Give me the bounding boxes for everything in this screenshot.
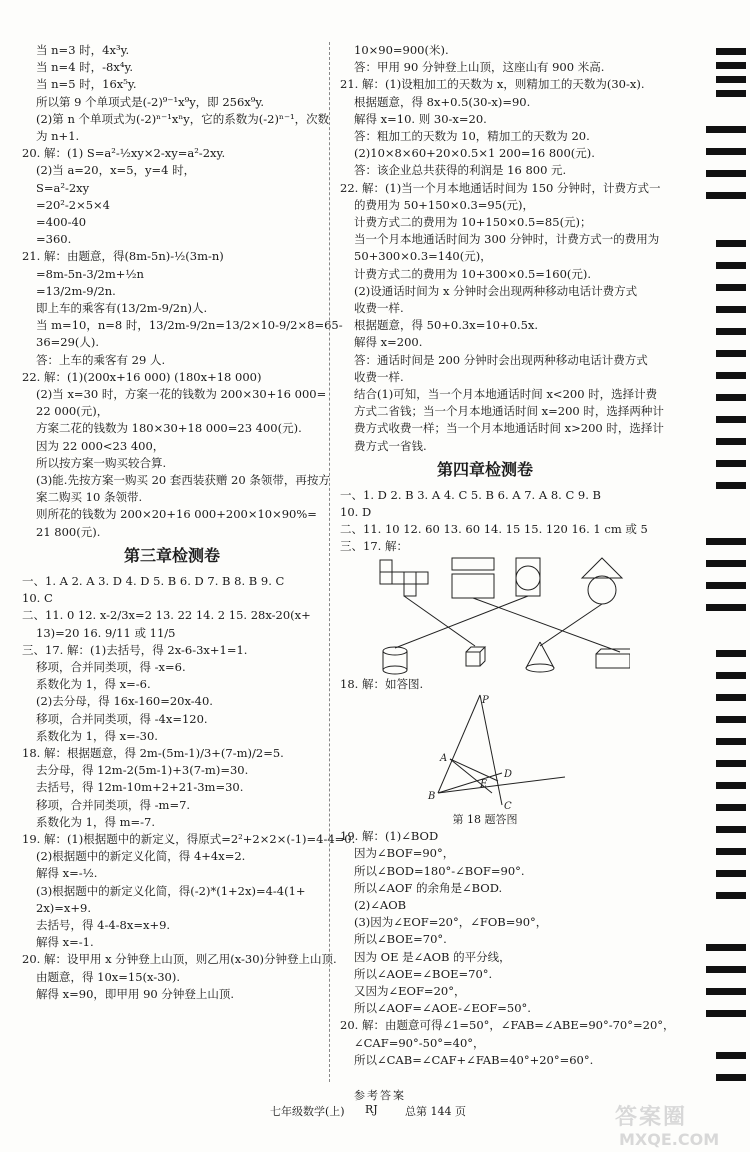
answer-line: 计费方式二的费用为 10+300×0.5=160(元).	[354, 266, 592, 281]
watermark-line1: 答案圈	[615, 1105, 688, 1130]
answer-line: 系数化为 1，得 m=-7.	[36, 814, 156, 829]
answer-line: 当 n=3 时，4x³y.	[36, 43, 130, 57]
answer-line: 当一个月本地通话时间为 300 分钟时，计费方式一的费用为	[354, 232, 660, 247]
answer-line: 方案二花的钱数为 180×30+18 000=23 400(元).	[36, 421, 302, 436]
answer-line: (2)10×8×60+20×0.5×1 200=16 800(元).	[354, 146, 595, 161]
line-bd	[438, 773, 502, 793]
answer-line: 当 n=5 时，16x⁵y.	[36, 77, 137, 92]
q18-geometry-figure	[340, 693, 630, 811]
answer-line: (3)根据题中的新定义化简，得(-2)*(1+2x)=4-4(1+	[36, 883, 306, 898]
answer-line: 又因为∠EOF=20°，	[354, 983, 466, 998]
chapter3-title: 第三章检测卷	[123, 545, 220, 565]
footer-label: 参考答案	[354, 1089, 406, 1102]
cone-solid	[526, 642, 554, 672]
answer-line: 系数化为 1，得 x=-6.	[36, 677, 151, 692]
answer-line: 21 800(元).	[36, 524, 101, 539]
answer-line: 因为 OE 是∠AOB 的平分线，	[354, 949, 511, 964]
right-column	[340, 42, 675, 1069]
answer-line: (2)当 a=20，x=5，y=4 时，	[36, 163, 196, 178]
answer-line: 费方式一省钱.	[354, 438, 427, 453]
q17-matching-figure	[340, 556, 630, 676]
answer-line: 10×90=900(米).	[354, 43, 449, 57]
matching-lines	[395, 596, 620, 652]
chapter4-answer-lines	[340, 487, 648, 556]
answer-line: 解得 x=200.	[354, 335, 423, 350]
answer-line: 21. 解：(1)设粗加工的天数为 x，则精加工的天数为(30-x).	[340, 77, 645, 92]
point-p-label: P	[482, 694, 489, 706]
answer-line: 21. 解：由题意，得(8m-5n)-½(3m-n)	[22, 249, 224, 264]
answer-line: 50+300×0.3=140(元)，	[354, 249, 492, 264]
answer-line: =20²-2×5×4	[36, 197, 110, 212]
answer-line: 三、17. 解：	[340, 539, 408, 554]
answer-line: 案二购买 10 条领带.	[36, 490, 143, 505]
cube-solid	[466, 647, 485, 666]
q17-figure-svg	[340, 556, 630, 676]
answer-line: 答：粗加工的天数为 10，精加工的天数为 20.	[354, 129, 590, 144]
answer-line: 2x)=x+9.	[36, 900, 92, 915]
answer-line: 系数化为 1，得 x=-30.	[36, 728, 158, 743]
answer-line: 解得 x=90，即甲用 90 分钟登上山顶.	[36, 986, 235, 1001]
q18-label: 18. 解：如答图.	[340, 676, 424, 691]
answer-line: (3)能.先按方案一购买 20 套西装获赠 20 条领带，再按方	[36, 473, 330, 488]
answer-line: (2)当 x=30 时，方案一花的钱数为 200×30+16 000=	[36, 387, 327, 402]
watermark	[615, 1100, 750, 1150]
answer-line: 答：上车的乘客有 29 人.	[36, 352, 166, 367]
answer-line: 10. D	[340, 505, 372, 520]
answer-line: 36=29(人).	[36, 335, 100, 350]
line-ad	[450, 759, 498, 781]
right-answer-lines	[340, 42, 664, 455]
footer-book: 七年级数学(上)	[270, 1105, 345, 1118]
answer-line: 22. 解：(1)(200x+16 000) (180x+18 000)	[22, 369, 262, 384]
answer-line: 20. 解：设甲用 x 分钟登上山顶，则乙用(x-30)分钟登上山顶.	[22, 952, 337, 967]
answer-line: (3)因为∠EOF=20°，∠FOB=90°，	[354, 915, 548, 930]
answer-line: =8m-5n-3/2m+½n	[36, 266, 144, 281]
answer-line: 一、1. A 2. A 3. D 4. D 5. B 6. D 7. B 8. B 9. C	[22, 573, 285, 588]
answer-line: 移项，合并同类项，得 -x=6.	[36, 659, 186, 674]
answer-line: 去分母，得 12m-2(5m-1)+3(7-m)=30.	[36, 763, 249, 778]
column-divider	[329, 42, 330, 1082]
answer-line: (2)设通话时间为 x 分钟时会出现两种移动电话计费方式	[354, 283, 638, 298]
answer-line: 答：甲用 90 分钟登上山顶，这座山有 900 米高.	[354, 60, 605, 75]
answer-line: 所以∠AOE=∠BOE=70°.	[354, 966, 493, 981]
answer-line: 方式二省钱；当一个月本地通话时间 x=200 时，选择两种计	[354, 404, 664, 419]
answer-line: (2)去分母，得 16x-160=20x-40.	[36, 694, 213, 709]
answer-line: 所以∠AOF 的余角是∠BOD.	[354, 880, 503, 895]
answer-line: 收费一样.	[354, 369, 404, 384]
cuboid-solid	[596, 649, 630, 668]
answer-line: 解得 x=-½.	[36, 866, 98, 881]
registration-marks	[690, 0, 750, 1152]
point-a-label: A	[440, 752, 448, 764]
answer-line: 20. 解：(1) S=a²-½xy×2-xy=a²-2xy.	[22, 146, 226, 161]
answer-line: 结合(1)可知，当一个月本地通话时间 x<200 时，选择计费	[354, 387, 658, 402]
answer-line: 20. 解：由题意可得∠1=50°，∠FAB=∠ABE=90°-70°=20°，	[340, 1018, 675, 1033]
answer-line: 答：通话时间是 200 分钟时会出现两种移动电话计费方式	[354, 352, 648, 367]
line-b-ray	[438, 777, 565, 793]
answer-line: 二、11. 0 12. x-2/3x=2 13. 22 14. 2 15. 28x-20(x+	[22, 608, 311, 623]
answer-line: 当 m=10，n=8 时，13/2m-9/2n=13/2×10-9/2×8=65-	[36, 318, 343, 333]
cylinder-solid	[383, 647, 407, 674]
answer-line: 即上车的乘客有(13/2m-9/2n)人.	[36, 301, 208, 316]
point-b-label: B	[428, 790, 436, 802]
answer-line: 二、11. 10 12. 60 13. 60 14. 15 15. 120 16. 1 cm 或 5	[340, 522, 648, 537]
answer-line: 10. C	[22, 591, 53, 606]
answer-line: 19. 解：(1)∠BOD	[340, 829, 439, 844]
answer-line: 18. 解：根据题意，得 2m-(5m-1)/3+(7-m)/2=5.	[22, 745, 284, 760]
cylinder-views-shape	[516, 558, 540, 596]
answer-line: 所以∠BOD=180°-∠BOF=90°.	[354, 863, 525, 878]
right-bottom-answer-lines	[340, 828, 675, 1069]
answer-line: 当 n=4 时，-8x⁴y.	[36, 60, 134, 75]
q18-figure-caption: 第 18 题答图	[452, 812, 518, 826]
answer-line: 所以按方案一购买较合算.	[36, 455, 167, 470]
answer-line: 19. 解：(1)根据题中的新定义，得原式=2²+2×2×(-1)=4-4=0.	[22, 831, 356, 846]
point-e-label: E	[480, 778, 488, 790]
cone-views-shape	[582, 558, 622, 604]
answer-line: 由题意，得 10x=15(x-30).	[36, 969, 180, 984]
q18-figure-svg	[340, 693, 630, 811]
answer-line: 答：该企业总共获得的利润是 16 800 元.	[354, 163, 567, 178]
answer-line: =360.	[36, 232, 72, 247]
answer-line: 根据题意，得 8x+0.5(30-x)=90.	[354, 94, 531, 109]
chapter3-answer-lines	[22, 573, 356, 1003]
cuboid-views-shape	[452, 558, 494, 598]
point-c-label: C	[504, 800, 512, 811]
answer-line: 收费一样.	[354, 301, 404, 316]
answer-line: 所以∠AOF=∠AOE-∠EOF=50°.	[354, 1001, 531, 1016]
answer-line: 所以∠CAB=∠CAF+∠FAB=40°+20°=60°.	[354, 1052, 594, 1067]
answer-line: 计费方式二的费用为 10+150×0.5=85(元)；	[354, 215, 592, 230]
answer-line: 移项，合并同类项，得 -m=7.	[36, 797, 191, 812]
answer-line: 费方式收费一样；当一个月本地通话时间 x>200 时，选择计	[354, 421, 664, 436]
answer-line: 因为 22 000<23 400，	[36, 438, 165, 453]
cube-net-shape	[380, 560, 428, 596]
answer-line: =13/2m-9/2n.	[36, 283, 116, 298]
chapter4-title: 第四章检测卷	[436, 459, 533, 479]
watermark-line2: MXQE.COM	[619, 1130, 720, 1149]
answer-line: (2)根据题中的新定义化简，得 4+4x=2.	[36, 849, 246, 864]
answer-line: 为 n+1.	[36, 129, 80, 144]
answer-line: 所以∠BOE=70°.	[354, 932, 447, 947]
answer-line: ∠CAF=90°-50°=40°，	[354, 1035, 485, 1050]
answer-line: (2)第 n 个单项式为(-2)ⁿ⁻¹xⁿy，它的系数为(-2)ⁿ⁻¹，次数	[36, 111, 330, 126]
point-d-label: D	[504, 768, 513, 780]
answer-line: 则所花的钱数为 200×20+16 000+200×10×90%=	[36, 507, 317, 522]
answer-line: S=a²-2xy	[36, 180, 90, 195]
answer-line: 去括号，得 12m-10m+2+21-3m=30.	[36, 780, 244, 795]
answer-line: 解得 x=10. 则 30-x=20.	[354, 111, 487, 126]
answer-line: 22 000(元)，	[36, 404, 109, 419]
answer-line: (2)∠AOB	[354, 897, 407, 912]
answer-line: 三、17. 解：(1)去括号，得 2x-6-3x+1=1.	[22, 642, 248, 657]
answer-line: 因为∠BOF=90°，	[354, 846, 455, 861]
answer-line: 解得 x=-1.	[36, 935, 94, 950]
answer-line: 去括号，得 4-4-8x=x+9.	[36, 917, 171, 932]
answer-line: 根据题意，得 50+0.3x=10+0.5x.	[354, 318, 539, 333]
left-answer-lines	[22, 42, 343, 541]
answer-line: 的费用为 50+150×0.3=95(元)，	[354, 197, 535, 212]
answer-line: 移项，合并同类项，得 -4x=120.	[36, 711, 208, 726]
answer-line: 22. 解：(1)当一个月本地通话时间为 150 分钟时，计费方式一	[340, 180, 661, 195]
footer-edition: RJ	[365, 1103, 378, 1116]
answer-line: 一、1. D 2. B 3. A 4. C 5. B 6. A 7. A 8. C 9. B	[340, 487, 601, 502]
answer-line: 所以第 9 个单项式是(-2)⁹⁻¹x⁹y，即 256x⁹y.	[36, 94, 265, 109]
footer-page-number: 总第 144 页	[405, 1105, 466, 1118]
answer-line: 13)=20 16. 9/11 或 11/5	[36, 625, 176, 640]
answer-line: =400-40	[36, 215, 87, 230]
